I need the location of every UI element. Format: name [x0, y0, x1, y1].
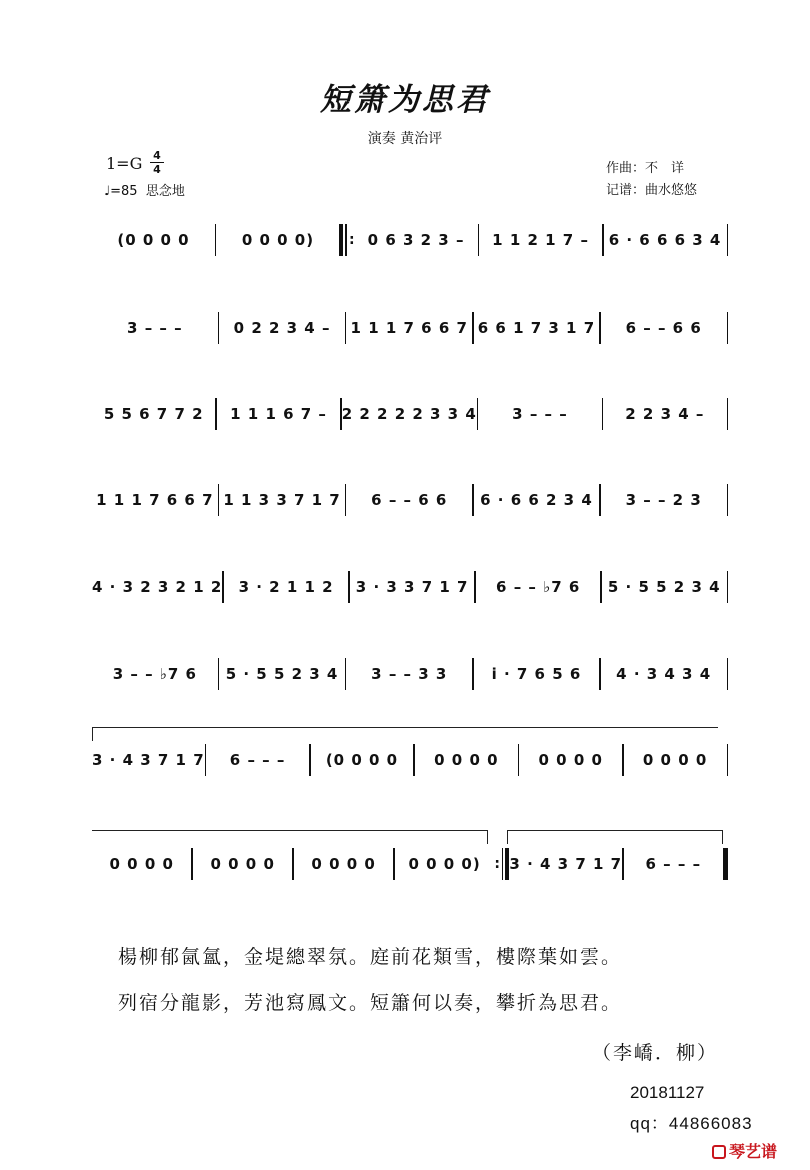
second-ending-bracket-edge [722, 830, 723, 844]
repeat-end-sign: : [494, 848, 509, 880]
time-signature-bottom: 4 [153, 163, 161, 176]
logo-text: 琴艺谱 [729, 1142, 778, 1161]
score-row-3 [92, 396, 728, 432]
volta-bracket-edge [92, 727, 93, 741]
measure: 3 – – – [127, 319, 183, 337]
measure: 1 1 2 1 7 – [492, 231, 589, 249]
measure: 0 0 0 0 [434, 751, 499, 769]
measure: 6 · 6 6 2 3 4 [480, 491, 593, 509]
measure: 0 0 0 0 [109, 855, 174, 873]
measure: 3 · 3 3 7 1 7 [355, 578, 469, 596]
measure: 3 · 4 3 7 1 7 [509, 855, 623, 873]
measure: 5 · 5 5 2 3 4 [607, 578, 721, 596]
measure: 0 0 0 0) [408, 855, 481, 873]
measure: 5 5 6 7 7 2 [103, 405, 204, 423]
measure: 6 – – 6 6 [371, 491, 448, 509]
transcriber-credit: 记谱：曲水悠悠 [606, 183, 698, 198]
measure: 0 0 0 0 [642, 751, 708, 769]
measure: 3 – – – [512, 405, 568, 423]
measure: 3 – – 3 3 [371, 665, 448, 683]
poem-author: （李嶠．柳） [592, 1042, 719, 1064]
measure: 3 – – ♭7 6 [112, 665, 197, 683]
score-row-7 [92, 742, 728, 778]
measure: 6 6 1 7 3 1 7 [477, 319, 596, 337]
poem-line-1: 楊柳郁氤氳，金堤總翠氛。庭前花類雪，樓際葉如雲。 [118, 946, 623, 968]
measure: 1 1 1 6 7 – [230, 405, 327, 423]
measure: 0 0 0 0) [241, 231, 315, 249]
composer-credit: 作曲：不 详 [606, 161, 685, 176]
measure: 3 – – 2 3 [625, 491, 702, 509]
repeat-start-sign: : [339, 224, 354, 256]
measure: 1 1 3 3 7 1 7 [223, 491, 341, 509]
logo-icon [712, 1145, 726, 1159]
measure: i · 7 6 5 6 [491, 665, 582, 683]
measure: 0 0 0 0 [311, 855, 376, 873]
first-ending-bracket [92, 830, 487, 831]
measure: 4 · 3 2 3 2 1 2 [92, 578, 223, 596]
score-row-6 [92, 656, 728, 692]
measure: 6 – – – [645, 855, 702, 873]
time-signature-top: 4 [153, 149, 161, 162]
key-signature: 1=G [106, 154, 143, 173]
score-row-8 [92, 846, 728, 882]
measure: 4 · 3 4 3 4 [616, 665, 712, 683]
score-row-1 [92, 222, 728, 258]
measure: 3 · 2 1 1 2 [238, 578, 334, 596]
measure: 6 – – ♭7 6 [496, 578, 581, 596]
score-row-4 [92, 482, 728, 518]
second-ending-bracket [507, 830, 722, 831]
measure: 5 · 5 5 2 3 4 [225, 665, 339, 683]
score-row-5 [92, 569, 728, 605]
measure: 2 2 3 4 – [625, 405, 705, 423]
first-ending-bracket-edge [487, 830, 488, 844]
measure: 0 0 0 0 [538, 751, 603, 769]
time-signature [150, 150, 164, 175]
credits-block [606, 158, 697, 202]
measure: 1 1 1 7 6 6 7 [96, 491, 214, 509]
measure: 0 2 2 3 4 – [233, 319, 331, 337]
measure: 3 · 4 3 7 1 7 [92, 751, 205, 769]
measure: 6 – – 6 6 [625, 319, 702, 337]
song-title: 短箫为思君 [320, 82, 490, 118]
poem-line-2: 列宿分龍影，芳池寫鳳文。短簫何以奏，攀折為思君。 [118, 992, 623, 1014]
final-barline [723, 848, 728, 880]
measure: 2 2 2 2 2 3 3 4 [341, 405, 477, 423]
measure: 1 1 1 7 6 6 7 [350, 319, 468, 337]
tempo-value: ♩=85 [104, 184, 138, 199]
score-row-2 [92, 310, 728, 346]
tempo-marking [104, 180, 185, 199]
measure: 0 6 3 2 3 – [367, 231, 465, 249]
measure: (0 0 0 0 [325, 751, 399, 769]
measure: 6 – – – [229, 751, 286, 769]
second-ending-bracket-edge [507, 830, 508, 844]
site-logo [712, 1139, 777, 1162]
performer-credit: 演奏 黄治评 [367, 131, 443, 147]
date-stamp: 20181127 [630, 1083, 705, 1102]
measure: (0 0 0 0 [117, 231, 190, 249]
expression-mark: 思念地 [145, 184, 185, 199]
qq-contact: qq：44866083 [630, 1114, 753, 1133]
measure: 0 0 0 0 [210, 855, 275, 873]
measure: 6 · 6 6 6 3 4 [608, 231, 722, 249]
volta-bracket [92, 727, 718, 728]
